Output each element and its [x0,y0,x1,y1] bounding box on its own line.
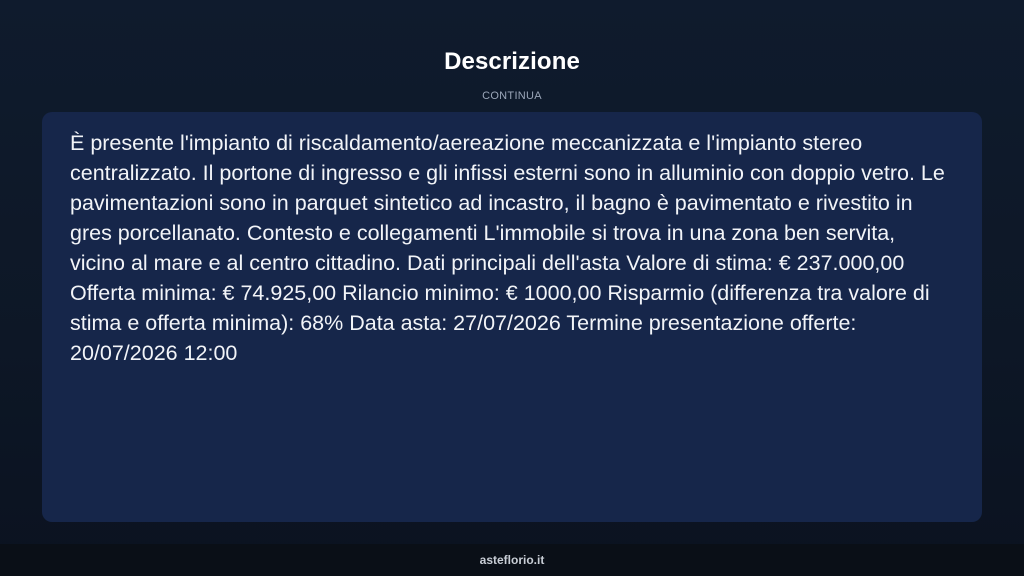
page-subtitle: CONTINUA [482,90,542,102]
description-card [42,112,982,522]
footer-site-label: asteflorio.it [479,553,545,567]
page-title: Descrizione [444,48,580,75]
description-text: È presente l'impianto di riscaldamento/aereazione meccanizzata e l'impianto stereo centralizzato. Il portone di ingresso e gli infissi esterni sono in alluminio con doppio vetro. Le pavimentazioni sono in parquet sintetico ad incastro, il bagno è pavimentato e rivestito in gres porcellanato. Contesto e collegamenti L'immobile si trova in una zona ben servita, vicino al mare e al centro cittadino. Dati principali dell'asta Valore di stima: € 237.000,00 Offerta minima: € 74.925,00 Rilancio minimo: € 1000,00 Risparmio (differenza tra valore di stima e offerta minima): 68% Data asta: 27/07/2026 Termine presentazione offerte: 20/07/2026 12:00 [70,131,945,365]
footer-bar [0,544,1024,576]
